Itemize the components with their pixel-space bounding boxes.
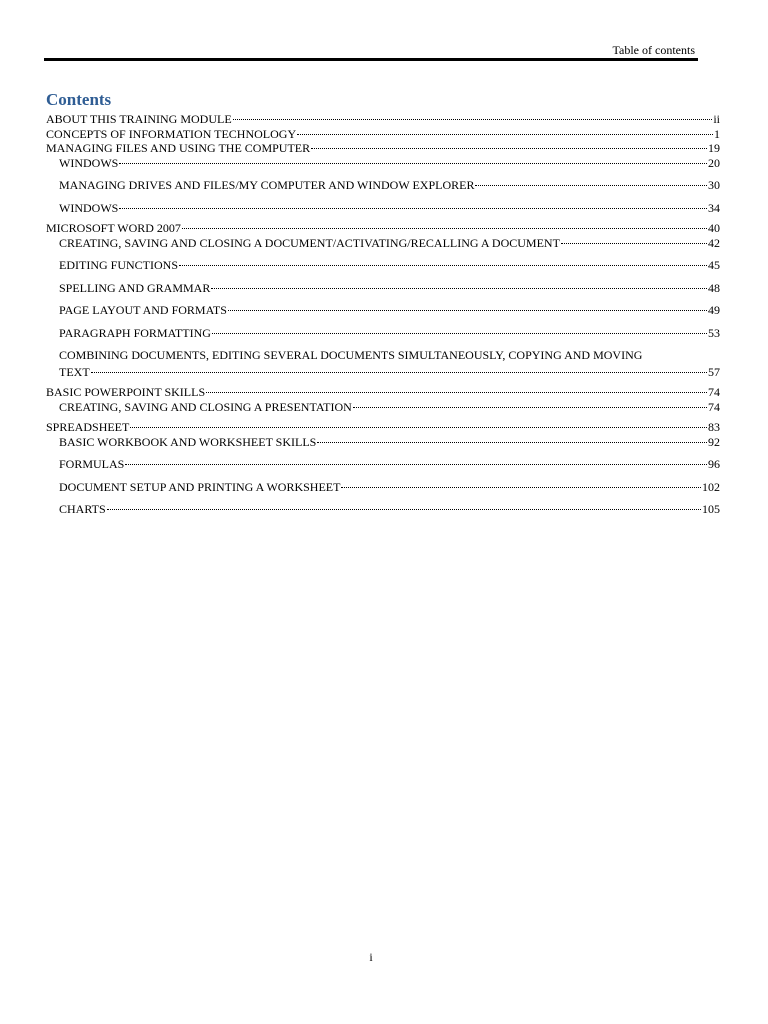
dot-leader: [179, 264, 707, 266]
toc-entry[interactable]: [46, 502, 720, 517]
toc-entry[interactable]: [46, 420, 720, 435]
toc-entry[interactable]: [46, 221, 720, 236]
toc-entry-page: 1: [714, 126, 720, 141]
toc-entry-page: 105: [702, 502, 720, 516]
toc-entry-label: SPELLING AND GRAMMAR: [59, 280, 211, 295]
toc-entry-page: 42: [708, 235, 720, 250]
dot-leader: [212, 332, 707, 334]
dot-leader: [91, 371, 707, 373]
toc-title: Contents: [46, 90, 112, 109]
toc-entry-label: MICROSOFT WORD 2007: [46, 221, 181, 235]
toc-entry-label: PARAGRAPH FORMATTING: [59, 325, 211, 340]
toc-entry-label: CREATING, SAVING AND CLOSING A PRESENTATION: [59, 399, 352, 414]
toc-entry-label: CREATING, SAVING AND CLOSING A DOCUMENT/ACTIVATING/RECALLING A DOCUMENT: [59, 235, 560, 250]
dot-leader: [233, 118, 713, 120]
toc-entry-label: FORMULAS: [59, 457, 125, 471]
page-number: i: [369, 950, 373, 964]
toc-entry-page: 30: [708, 178, 720, 192]
toc-entry[interactable]: [46, 385, 720, 400]
toc-entry-label: SPREADSHEET: [46, 420, 130, 434]
dot-leader: [125, 463, 707, 465]
toc-entry-page: 40: [708, 221, 720, 235]
toc-entry-page: 20: [708, 155, 720, 170]
toc-entry-page: 83: [708, 420, 720, 434]
toc-entry[interactable]: [46, 480, 720, 495]
toc-entry-page: ii: [713, 112, 720, 126]
dot-leader: [119, 207, 707, 209]
toc-entry[interactable]: [46, 348, 720, 379]
toc-entry[interactable]: [46, 281, 720, 296]
dot-leader: [317, 441, 707, 443]
toc-entry-label: ABOUT THIS TRAINING MODULE: [46, 112, 232, 126]
dot-leader: [311, 147, 707, 149]
toc-entry-page: 48: [708, 280, 720, 295]
toc-entry-label: EDITING FUNCTIONS: [59, 258, 178, 272]
toc-entry[interactable]: [46, 303, 720, 318]
header-rule: [44, 58, 698, 61]
toc-entry[interactable]: [46, 127, 720, 142]
toc-entry[interactable]: [46, 400, 720, 415]
toc-entry-page: 57: [708, 364, 720, 379]
toc-entry-page: 19: [708, 141, 720, 155]
toc-entry-label: PAGE LAYOUT AND FORMATS: [59, 303, 227, 317]
toc-entry[interactable]: [46, 178, 720, 193]
dot-leader: [130, 426, 707, 428]
toc-entry[interactable]: [46, 112, 720, 127]
toc-entry-label: COMBINING DOCUMENTS, EDITING SEVERAL DOCUMENTS SIMULTANEOUSLY, COPYING AND MOVING: [59, 348, 643, 362]
dot-leader: [297, 133, 713, 135]
toc-entry[interactable]: [46, 326, 720, 341]
toc-entry-label-continued: TEXT: [59, 364, 90, 379]
toc-entry[interactable]: [46, 201, 720, 216]
toc-entry-label: CONCEPTS OF INFORMATION TECHNOLOGY: [46, 126, 297, 141]
toc-entry-label: CHARTS: [59, 502, 106, 516]
dot-leader: [211, 287, 707, 289]
toc-entry-label: DOCUMENT SETUP AND PRINTING A WORKSHEET: [59, 479, 341, 494]
dot-leader: [475, 184, 707, 186]
toc-entry-label: MANAGING DRIVES AND FILES/MY COMPUTER AND WINDOW EXPLORER: [59, 178, 475, 192]
toc-entry-page: 74: [708, 385, 720, 399]
toc-entry[interactable]: [46, 156, 720, 171]
dot-leader: [182, 227, 707, 229]
toc-entry-page: 102: [702, 479, 720, 494]
toc-entry-label: MANAGING FILES AND USING THE COMPUTER: [46, 141, 311, 155]
toc-entry-label: WINDOWS: [59, 200, 119, 215]
toc-entry-label: WINDOWS: [59, 155, 119, 170]
running-header-title: Table of contents: [612, 43, 695, 57]
toc-entry[interactable]: [46, 435, 720, 450]
toc-list: [46, 112, 720, 517]
dot-leader: [561, 242, 707, 244]
toc-entry[interactable]: [46, 236, 720, 251]
dot-leader: [228, 309, 707, 311]
toc-entry-page: 92: [708, 434, 720, 449]
toc-entry-label: BASIC WORKBOOK AND WORKSHEET SKILLS: [59, 434, 317, 449]
toc-entry-page: 96: [708, 457, 720, 471]
toc-entry[interactable]: [46, 457, 720, 472]
dot-leader: [341, 486, 701, 488]
toc-entry-page: 49: [708, 303, 720, 317]
toc-entry-label: BASIC POWERPOINT SKILLS: [46, 385, 206, 399]
toc-entry[interactable]: [46, 258, 720, 273]
toc-entry-page: 74: [708, 399, 720, 414]
dot-leader: [107, 508, 701, 510]
dot-leader: [119, 162, 707, 164]
dot-leader: [206, 391, 707, 393]
toc-entry-page: 34: [708, 200, 720, 215]
toc-entry-page: 45: [708, 258, 720, 272]
toc-entry[interactable]: [46, 141, 720, 156]
dot-leader: [353, 406, 707, 408]
toc-entry-page: 53: [708, 325, 720, 340]
